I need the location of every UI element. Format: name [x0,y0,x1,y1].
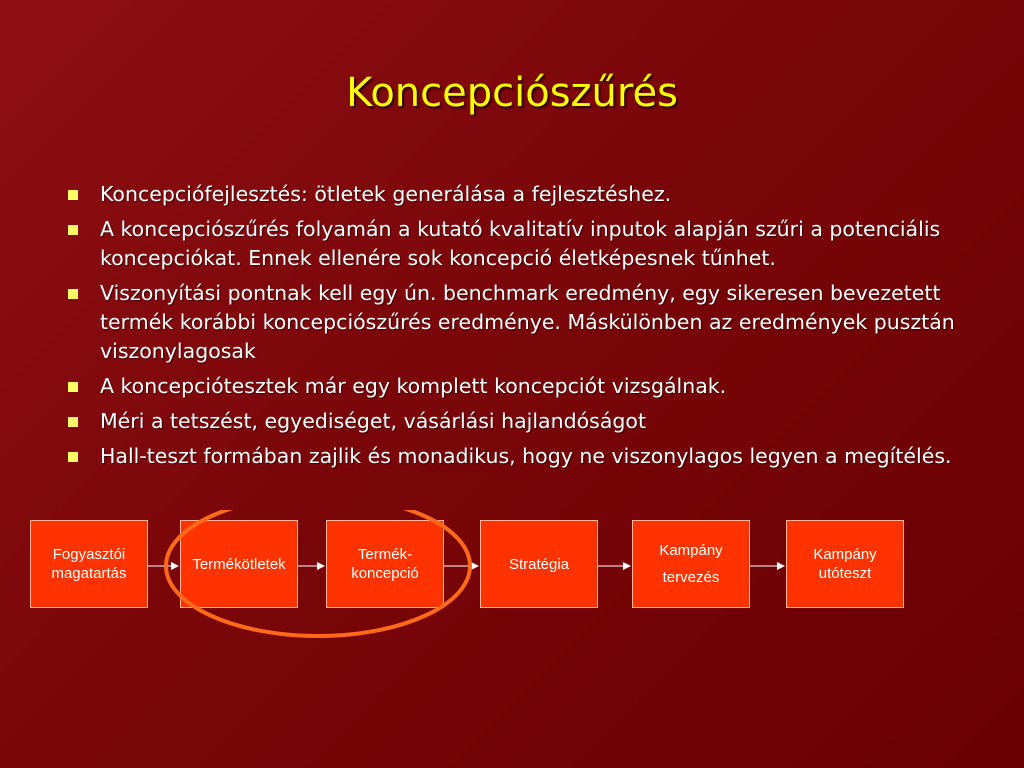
box-line: tervezés [662,569,720,586]
bullet-text: A koncepciótesztek már egy komplett koncepciót vizsgálnak. [100,374,727,398]
bullet-item [60,407,960,436]
box-line: Kampány [659,542,723,559]
slide-title: Koncepciószűrés [346,70,678,116]
bullet-list [60,180,960,477]
bullet-text: Koncepciófejlesztés: ötletek generálása a fejlesztéshez. [100,182,672,206]
bullet-text: A koncepciószűrés folyamán a kutató kvalitatív inputok alapján szűri a potenciális koncepciókat. Ennek ellenére sok koncepció életképesnek tűnhet. [100,217,941,270]
box-line: Termékötletek [192,555,286,573]
process-flow-diagram [0,510,1024,640]
box-line: Kampány [813,546,877,563]
box-line: Termék- [357,546,413,563]
bullet-text: Hall-teszt formában zajlik és monadikus, hogy ne viszonylagos legyen a megítélés. [100,444,952,468]
bullet-item [60,215,960,273]
box-line: koncepció [351,565,419,582]
box-line: Fogyasztói [52,546,126,563]
bullet-square-icon [68,382,78,392]
bullet-text: Méri a tetszést, egyediséget, vásárlási hajlandóságot [100,409,646,433]
bullet-item [60,279,960,366]
bullet-square-icon [68,417,78,427]
bullet-text: Viszonyítási pontnak kell egy ún. benchmark eredmény, egy sikeresen bevezetett termék korábbi koncepciószűrés eredménye. Máskülönben az eredmények pusztán viszonylagosak [100,281,955,363]
box-line: magatartás [51,565,127,582]
bullet-square-icon [68,452,78,462]
highlight-oval [0,510,1024,640]
bullet-square-icon [68,225,78,235]
bullet-item [60,372,960,401]
bullet-item [60,180,960,209]
bullet-square-icon [68,190,78,200]
box-line: Stratégia [508,555,570,573]
bullet-square-icon [68,289,78,299]
box-line: utóteszt [818,565,872,582]
bullet-item [60,442,960,471]
